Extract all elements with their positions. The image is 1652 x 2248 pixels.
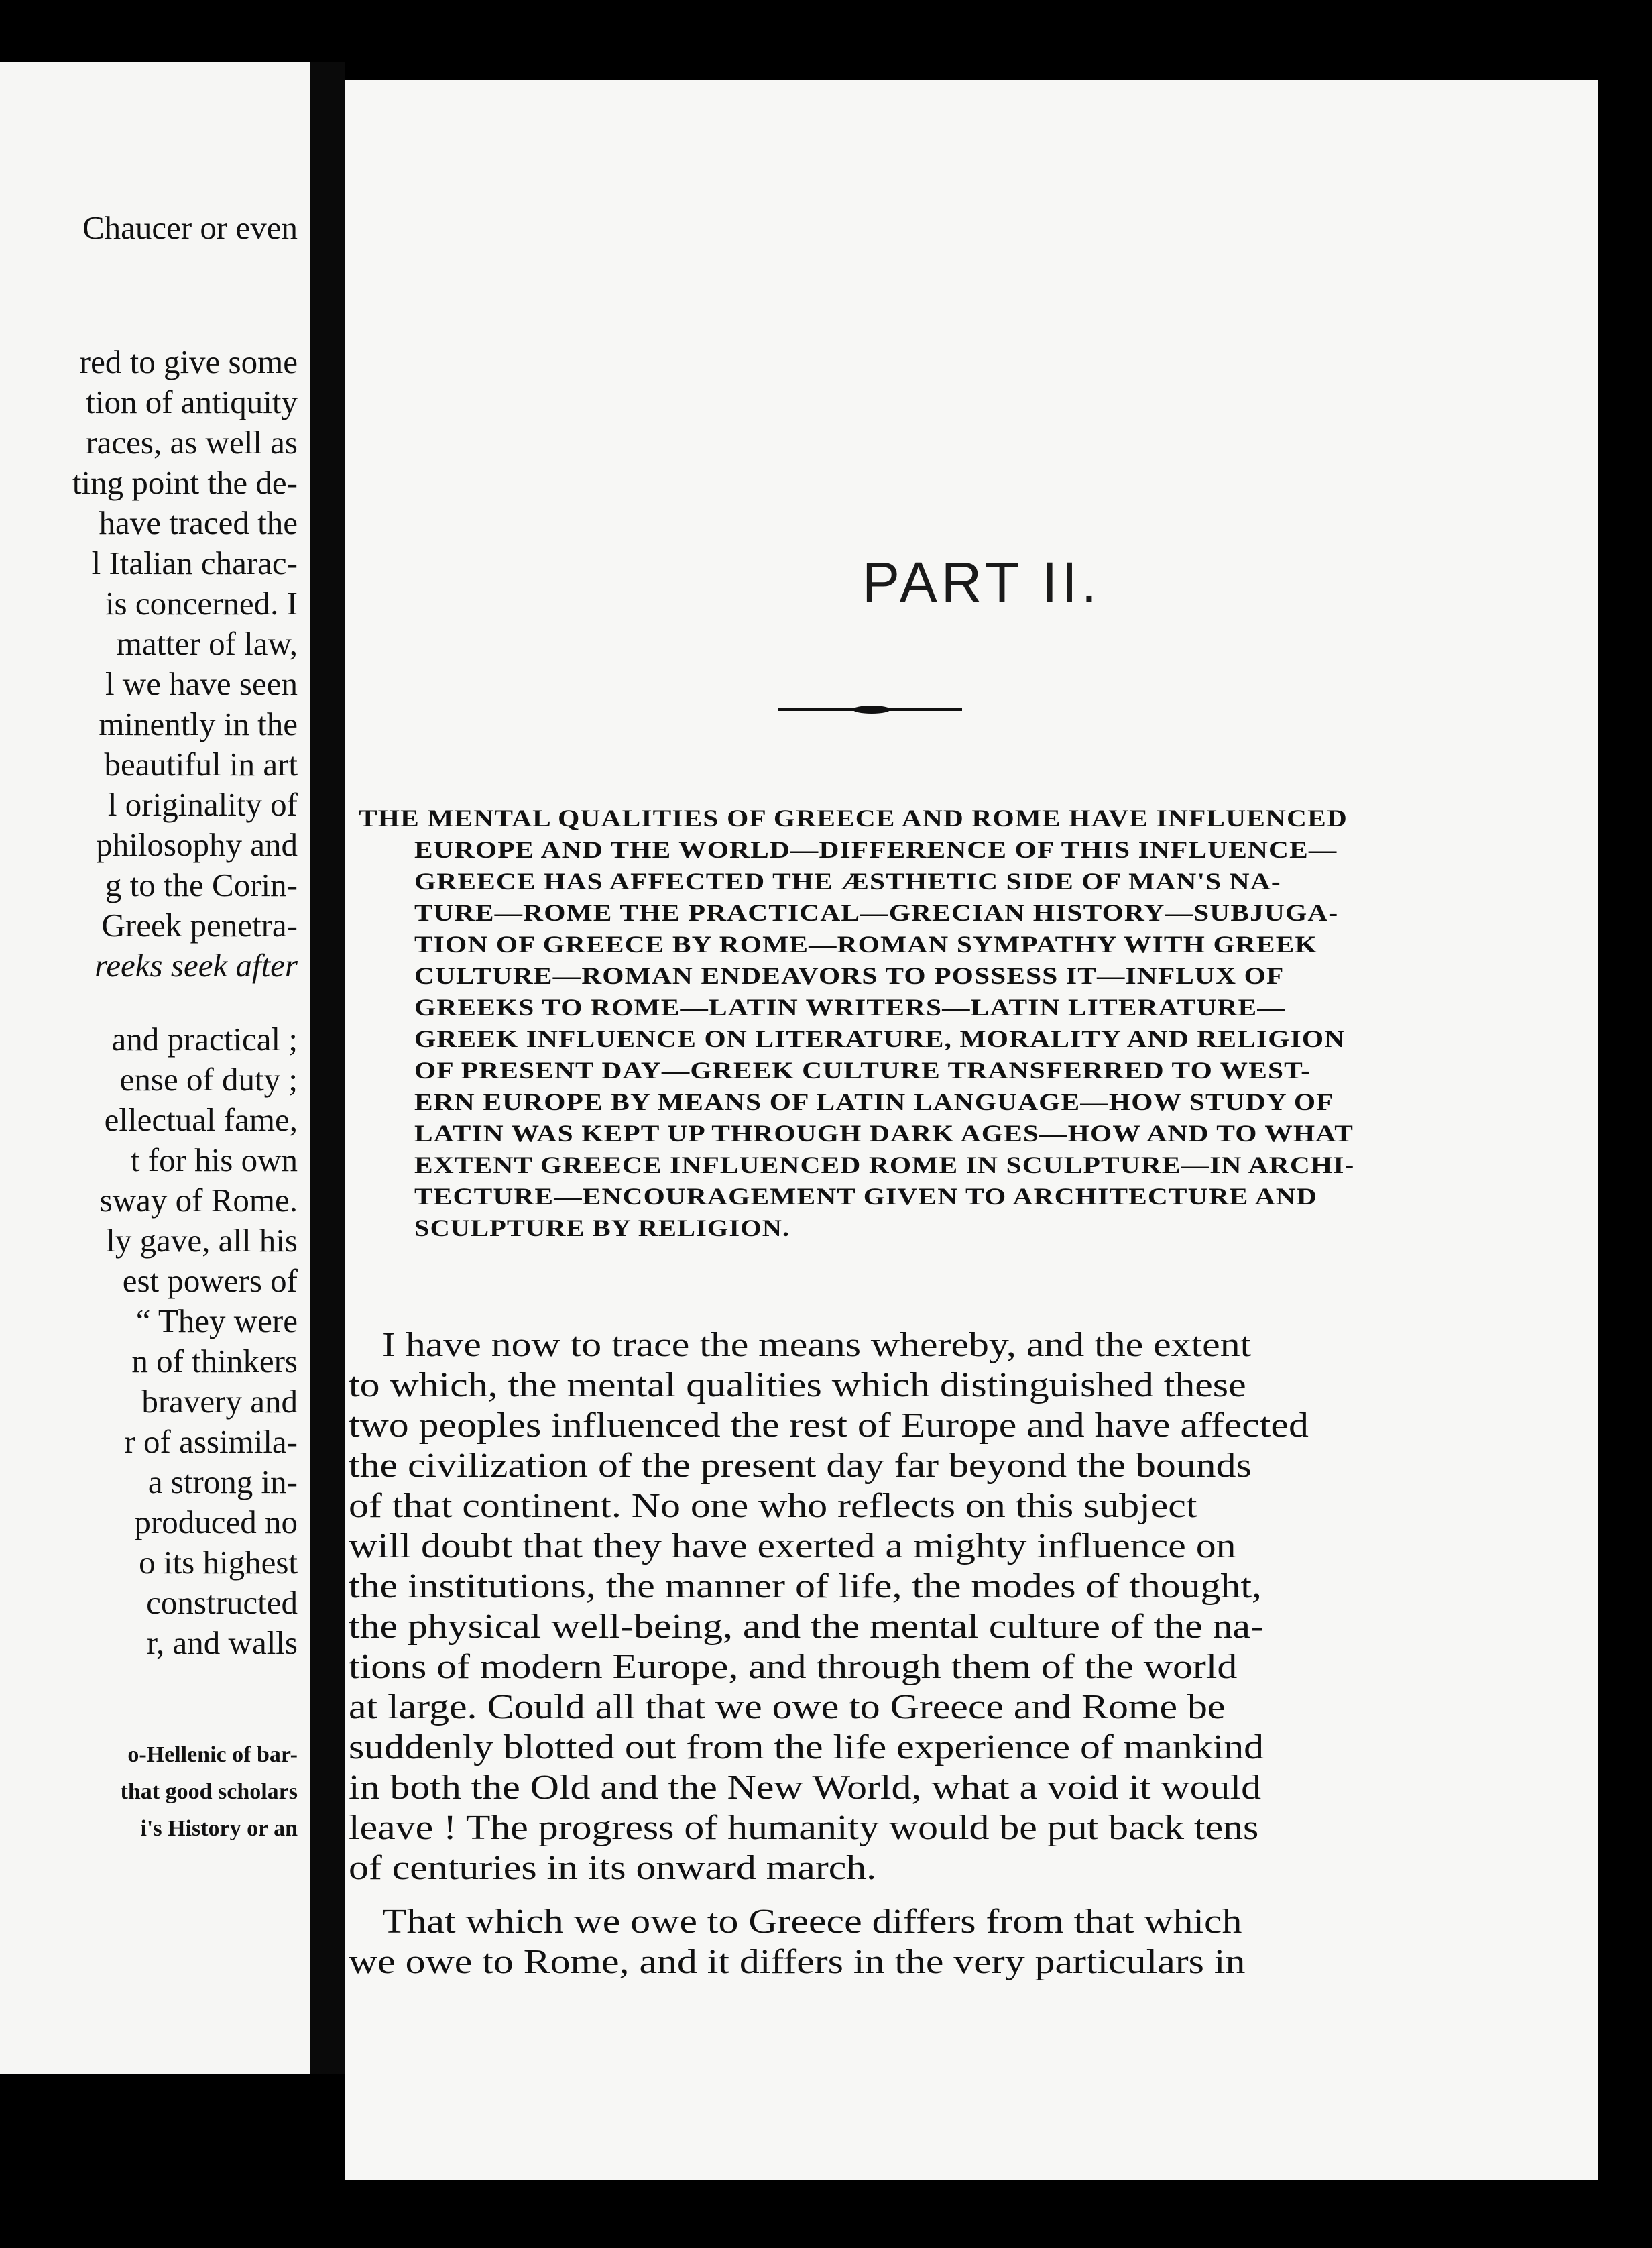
- body-line: the institutions, the manner of life, the modes of thought,: [349, 1567, 1262, 1606]
- body-line: of that continent. No one who reflects on this subject: [349, 1487, 1197, 1525]
- summary-line: THE MENTAL QUALITIES OF GREECE AND ROME HAVE INFLUENCED: [359, 805, 1348, 832]
- body-line: tions of modern Europe, and through them of the world: [349, 1648, 1238, 1686]
- left-page-line: g to the Corin-: [105, 866, 298, 903]
- body-line: at large. Could all that we owe to Greece and Rome be: [349, 1688, 1226, 1726]
- left-page-line: matter of law,: [116, 625, 298, 662]
- part-title: PART II.: [862, 551, 1102, 614]
- summary-line: OF PRESENT DAY—GREEK CULTURE TRANSFERRED TO WEST-: [414, 1057, 1311, 1084]
- body-line: we owe to Rome, and it differs in the very particulars in: [349, 1943, 1246, 1981]
- left-page-line: sway of Rome.: [99, 1182, 298, 1219]
- left-page-line: tion of antiquity: [86, 384, 298, 420]
- summary-line: GREECE HAS AFFECTED THE ÆSTHETIC SIDE OF MAN'S NA-: [414, 868, 1281, 895]
- body-line: will doubt that they have exerted a mighty influence on: [349, 1527, 1236, 1565]
- summary-line: EXTENT GREECE INFLUENCED ROME IN SCULPTURE—IN ARCHI-: [414, 1151, 1355, 1178]
- body-line: of centuries in its onward march.: [349, 1849, 877, 1887]
- summary-line: GREEKS TO ROME—LATIN WRITERS—LATIN LITERATURE—: [414, 994, 1286, 1021]
- page-gutter: [310, 62, 345, 2074]
- left-page-line: and practical ;: [111, 1021, 298, 1058]
- left-page-line: l Italian charac-: [91, 545, 298, 581]
- left-page-line: Chaucer or even: [82, 209, 298, 246]
- left-page-line: constructed: [146, 1584, 298, 1621]
- left-page-fragment: [0, 62, 310, 2074]
- left-page-line: reeks seek after: [95, 947, 298, 984]
- left-page-line: ly gave, all his: [106, 1222, 298, 1259]
- chapter-summary: [345, 806, 1598, 1343]
- summary-line: TION OF GREECE BY ROME—ROMAN SYMPATHY WITH GREEK: [414, 931, 1317, 958]
- left-page-footnote-line: that good scholars: [120, 1779, 298, 1804]
- summary-line: ERN EUROPE BY MEANS OF LATIN LANGUAGE—HOW STUDY OF: [414, 1088, 1334, 1115]
- body-line: suddenly blotted out from the life experience of mankind: [349, 1728, 1264, 1766]
- left-page-line: l originality of: [107, 786, 298, 823]
- summary-line: TECTURE—ENCOURAGEMENT GIVEN TO ARCHITECTURE AND: [414, 1183, 1317, 1210]
- body-line: That which we owe to Greece differs from that which: [382, 1903, 1242, 1941]
- summary-line: TURE—ROME THE PRACTICAL—GRECIAN HISTORY—SUBJUGA-: [414, 899, 1339, 926]
- body-line: I have now to trace the means whereby, and the extent: [382, 1326, 1252, 1364]
- summary-line: SCULPTURE BY RELIGION.: [414, 1215, 790, 1241]
- left-page-line: n of thinkers: [131, 1343, 298, 1380]
- left-page-line: bravery and: [141, 1383, 298, 1420]
- left-page-line: est powers of: [122, 1262, 298, 1299]
- body-line: two peoples influenced the rest of Europe and have affected: [349, 1406, 1309, 1445]
- left-page-line: ense of duty ;: [119, 1061, 298, 1098]
- left-page-line: t for his own: [130, 1141, 298, 1178]
- body-line: the physical well-being, and the mental culture of the na-: [349, 1608, 1264, 1646]
- ornament-rule: [778, 703, 962, 716]
- body-line: to which, the mental qualities which distinguished these: [349, 1366, 1246, 1404]
- body-line: in both the Old and the New World, what a void it would: [349, 1768, 1261, 1807]
- right-page: [345, 80, 1598, 2180]
- left-page-line: races, as well as: [86, 424, 298, 461]
- left-page-line: a strong in-: [148, 1463, 298, 1500]
- summary-line: EUROPE AND THE WORLD—DIFFERENCE OF THIS INFLUENCE—: [414, 836, 1338, 863]
- left-page-line: have traced the: [99, 504, 298, 541]
- left-page-line: o its highest: [139, 1544, 298, 1581]
- left-page-line: l we have seen: [105, 665, 298, 702]
- left-page-line: red to give some: [79, 343, 298, 380]
- summary-line: CULTURE—ROMAN ENDEAVORS TO POSSESS IT—INFLUX OF: [414, 962, 1285, 989]
- summary-line: GREEK INFLUENCE ON LITERATURE, MORALITY AND RELIGION: [414, 1025, 1346, 1052]
- left-page-line: r of assimila-: [124, 1423, 298, 1460]
- left-page-line: is concerned. I: [105, 585, 298, 622]
- left-page-line: beautiful in art: [104, 746, 298, 783]
- body-line: the civilization of the present day far beyond the bounds: [349, 1447, 1252, 1485]
- left-page-line: philosophy and: [96, 826, 298, 863]
- left-page-line: “ They were: [135, 1302, 298, 1339]
- left-page-line: Greek penetra-: [101, 907, 298, 944]
- summary-line: LATIN WAS KEPT UP THROUGH DARK AGES—HOW AND TO WHAT: [414, 1120, 1354, 1147]
- left-page-line: ting point the de-: [72, 464, 298, 501]
- left-page-footnote-line: i's History or an: [140, 1816, 298, 1841]
- left-page-line: produced no: [134, 1504, 298, 1540]
- left-page-line: minently in the: [99, 706, 298, 742]
- left-page-footnote-line: o-Hellenic of bar-: [127, 1742, 298, 1767]
- body-line: leave ! The progress of humanity would be put back tens: [349, 1809, 1259, 1847]
- left-page-line: ellectual fame,: [104, 1101, 298, 1138]
- left-page-line: r, and walls: [146, 1624, 298, 1661]
